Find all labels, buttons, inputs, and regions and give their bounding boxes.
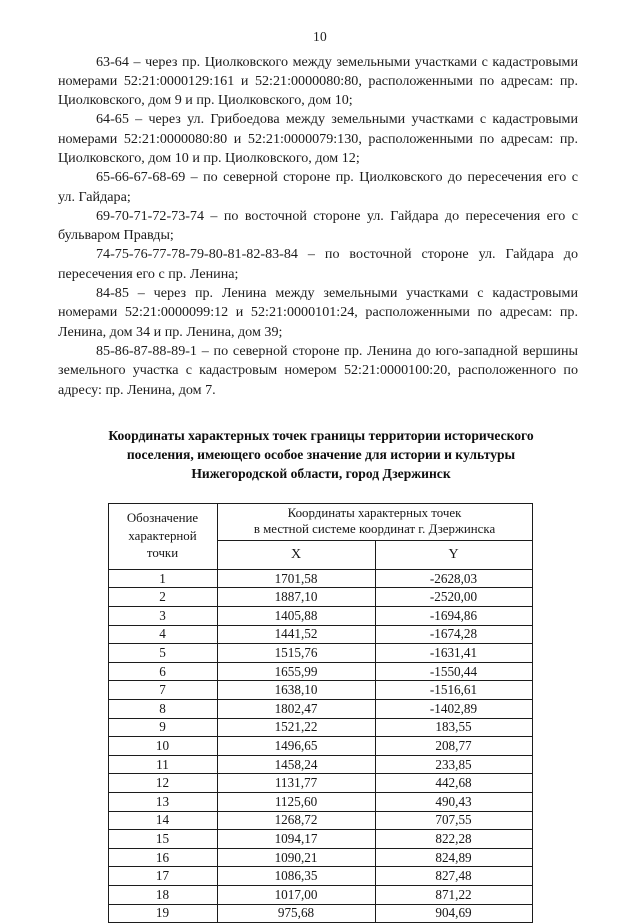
cell-point: 16 — [108, 848, 217, 867]
cell-y: 442,68 — [375, 774, 532, 793]
cell-point: 9 — [108, 718, 217, 737]
cell-point: 10 — [108, 737, 217, 756]
cell-point: 19 — [108, 904, 217, 923]
cell-x: 1887,10 — [217, 588, 375, 607]
cell-x: 1802,47 — [217, 700, 375, 719]
paragraph-65-69: 65-66-67-68-69 – по северной стороне пр. Циолковского до пересечения его с ул. Гайдара; — [58, 169, 578, 205]
cell-y: -1674,28 — [375, 625, 532, 644]
cell-point: 15 — [108, 830, 217, 849]
header-point-line-1: Обозначение — [126, 511, 199, 526]
cell-y: -1516,61 — [375, 681, 532, 700]
cell-y: 827,48 — [375, 867, 532, 886]
cell-point: 11 — [108, 755, 217, 774]
table-row — [108, 644, 532, 663]
table-row — [108, 681, 532, 700]
table-row — [108, 904, 532, 923]
cell-y: -2520,00 — [375, 588, 532, 607]
cell-x: 1701,58 — [217, 569, 375, 588]
cell-y: -1631,41 — [375, 644, 532, 663]
table-body — [108, 569, 532, 922]
cell-y: -1694,86 — [375, 607, 532, 626]
cell-x: 1496,65 — [217, 737, 375, 756]
header-point-designation — [108, 503, 217, 569]
table-row — [108, 830, 532, 849]
cell-x: 1017,00 — [217, 885, 375, 904]
paragraph-63-64: 63-64 – через пр. Циолковского между земельными участками с кадастровыми номерами 52:21:0000129:161 и 52:21:0000080:80, расположенными по адресам: пр. Циолковского, дом 9 и пр. Циолковского, дом 10; — [58, 53, 578, 109]
header-point-line-3: точки — [146, 546, 179, 561]
table-row — [108, 569, 532, 588]
table-row — [108, 588, 532, 607]
cell-x: 1515,76 — [217, 644, 375, 663]
cell-point: 2 — [108, 588, 217, 607]
cell-x: 1638,10 — [217, 681, 375, 700]
cell-x: 1405,88 — [217, 607, 375, 626]
table-row — [108, 607, 532, 626]
body-text-block — [0, 44, 640, 400]
table-head — [108, 503, 532, 569]
cell-y: 183,55 — [375, 718, 532, 737]
table-row — [108, 811, 532, 830]
cell-point: 14 — [108, 811, 217, 830]
table-row — [108, 885, 532, 904]
table-title-line-1: Координаты характерных точек границы территории исторического — [108, 427, 534, 443]
table-title — [0, 400, 640, 483]
paragraph-84-85: 84-85 – через пр. Ленина между земельными участками с кадастровыми номерами 52:21:0000099:12 и 52:21:0000101:24, расположенными по адресам: пр. Ленина, дом 34 и пр. Ленина, дом 39; — [58, 285, 578, 340]
cell-point: 17 — [108, 867, 217, 886]
table-row — [108, 774, 532, 793]
cell-point: 12 — [108, 774, 217, 793]
table-row — [108, 867, 532, 886]
cell-x: 1125,60 — [217, 792, 375, 811]
cell-x: 1655,99 — [217, 662, 375, 681]
paragraph-74-84: 74-75-76-77-78-79-80-81-82-83-84 – по восточной стороне ул. Гайдара до пересечения его с пр. Ленина; — [58, 246, 578, 282]
cell-y: -1550,44 — [375, 662, 532, 681]
paragraph-69-74: 69-70-71-72-73-74 – по восточной стороне ул. Гайдара до пересечения его с бульваром Правды; — [58, 207, 578, 244]
table-row — [108, 662, 532, 681]
cell-y: 707,55 — [375, 811, 532, 830]
cell-point: 1 — [108, 569, 217, 588]
table-title-line-3: Нижегородской области, город Дзержинск — [191, 465, 451, 481]
table-row — [108, 625, 532, 644]
table-row — [108, 700, 532, 719]
coordinates-table — [108, 503, 533, 923]
header-coords-line-2: в местной системе координат г. Дзержинска — [253, 522, 496, 537]
cell-x: 1086,35 — [217, 867, 375, 886]
cell-y: -1402,89 — [375, 700, 532, 719]
cell-point: 4 — [108, 625, 217, 644]
header-axis-y: Y — [375, 540, 532, 569]
cell-point: 8 — [108, 700, 217, 719]
table-row — [108, 848, 532, 867]
cell-y: 824,89 — [375, 848, 532, 867]
table-title-line-2: поселения, имеющего особое значение для истории и культуры — [126, 446, 516, 462]
paragraph-85-1: 85-86-87-88-89-1 – по северной стороне пр. Ленина до юго-западной вершины земельного участка с кадастровым номером 52:21:0000100:20, расположенного по адресу: пр. Ленина, дом 7. — [58, 342, 578, 398]
cell-x: 1458,24 — [217, 755, 375, 774]
cell-x: 1521,22 — [217, 718, 375, 737]
table-row — [108, 737, 532, 756]
table-row — [108, 755, 532, 774]
cell-y: -2628,03 — [375, 569, 532, 588]
cell-y: 490,43 — [375, 792, 532, 811]
cell-x: 1268,72 — [217, 811, 375, 830]
table-header-row-1 — [108, 503, 532, 540]
cell-x: 975,68 — [217, 904, 375, 923]
header-axis-x: X — [217, 540, 375, 569]
cell-point: 7 — [108, 681, 217, 700]
header-coordinates — [217, 503, 532, 540]
cell-x: 1094,17 — [217, 830, 375, 849]
cell-x: 1131,77 — [217, 774, 375, 793]
cell-x: 1090,21 — [217, 848, 375, 867]
cell-point: 18 — [108, 885, 217, 904]
cell-y: 208,77 — [375, 737, 532, 756]
cell-point: 6 — [108, 662, 217, 681]
cell-y: 871,22 — [375, 885, 532, 904]
cell-point: 5 — [108, 644, 217, 663]
cell-point: 13 — [108, 792, 217, 811]
cell-point: 3 — [108, 607, 217, 626]
cell-y: 233,85 — [375, 755, 532, 774]
paragraph-64-65: 64-65 – через ул. Грибоедова между земельными участками с кадастровыми номерами 52:21:0000080:80 и 52:21:0000079:130, расположенными по адресам: пр. Циолковского, дом 10 и пр. Циолковского, дом 12; — [58, 111, 578, 166]
header-point-line-2: характерной — [128, 528, 197, 543]
cell-x: 1441,52 — [217, 625, 375, 644]
header-coords-line-1: Координаты характерных точек — [287, 505, 462, 520]
table-row — [108, 792, 532, 811]
page-number: 10 — [312, 29, 328, 44]
table-row — [108, 718, 532, 737]
cell-y: 904,69 — [375, 904, 532, 923]
cell-y: 822,28 — [375, 830, 532, 849]
coordinates-table-container — [0, 483, 640, 923]
